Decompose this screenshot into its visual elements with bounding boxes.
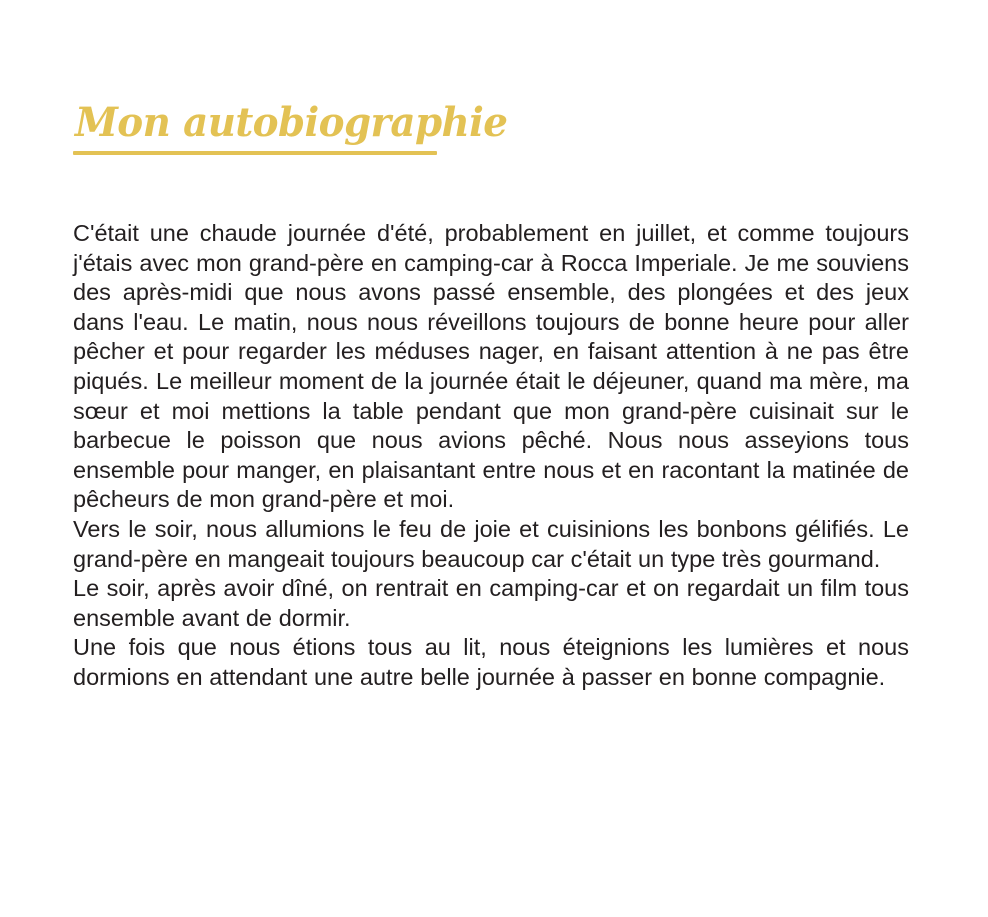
body-text-block <box>73 219 909 693</box>
body-paragraph-4: Une fois que nous étions tous au lit, nous éteignions les lumières et nous dormions en attendant une autre belle journée à passer en bonne compagnie. <box>73 634 909 690</box>
title-underline <box>73 151 437 155</box>
title-block <box>73 100 913 155</box>
body-paragraph-1: C'était une chaude journée d'été, probablement en juillet, et comme toujours j'étais avec mon grand-père en camping-car à Rocca Imperiale. Je me souviens des après-midi que nous avons passé ensemble, des plongées et des jeux dans l'eau. Le matin, nous nous réveillons toujours de bonne heure pour aller pêcher et pour regarder les méduses nager, en faisant attention à ne pas être piqués. Le meilleur moment de la journée était le déjeuner, quand ma mère, ma sœur et moi mettions la table pendant que mon grand-père cuisinait sur le barbecue le poisson que nous avions pêché. Nous nous asseyions tous ensemble pour manger, en plaisantant entre nous et en racontant la matinée de pêcheurs de mon grand-père et moi. <box>73 220 909 513</box>
body-paragraph-3: Le soir, après avoir dîné, on rentrait en camping-car et on regardait un film tous ensemble avant de dormir. <box>73 575 909 631</box>
body-paragraph-2: Vers le soir, nous allumions le feu de joie et cuisinions les bonbons gélifiés. Le grand-père en mangeait toujours beaucoup car c'était un type très gourmand. <box>73 515 909 572</box>
page-title: Mon autobiographie <box>74 99 508 146</box>
